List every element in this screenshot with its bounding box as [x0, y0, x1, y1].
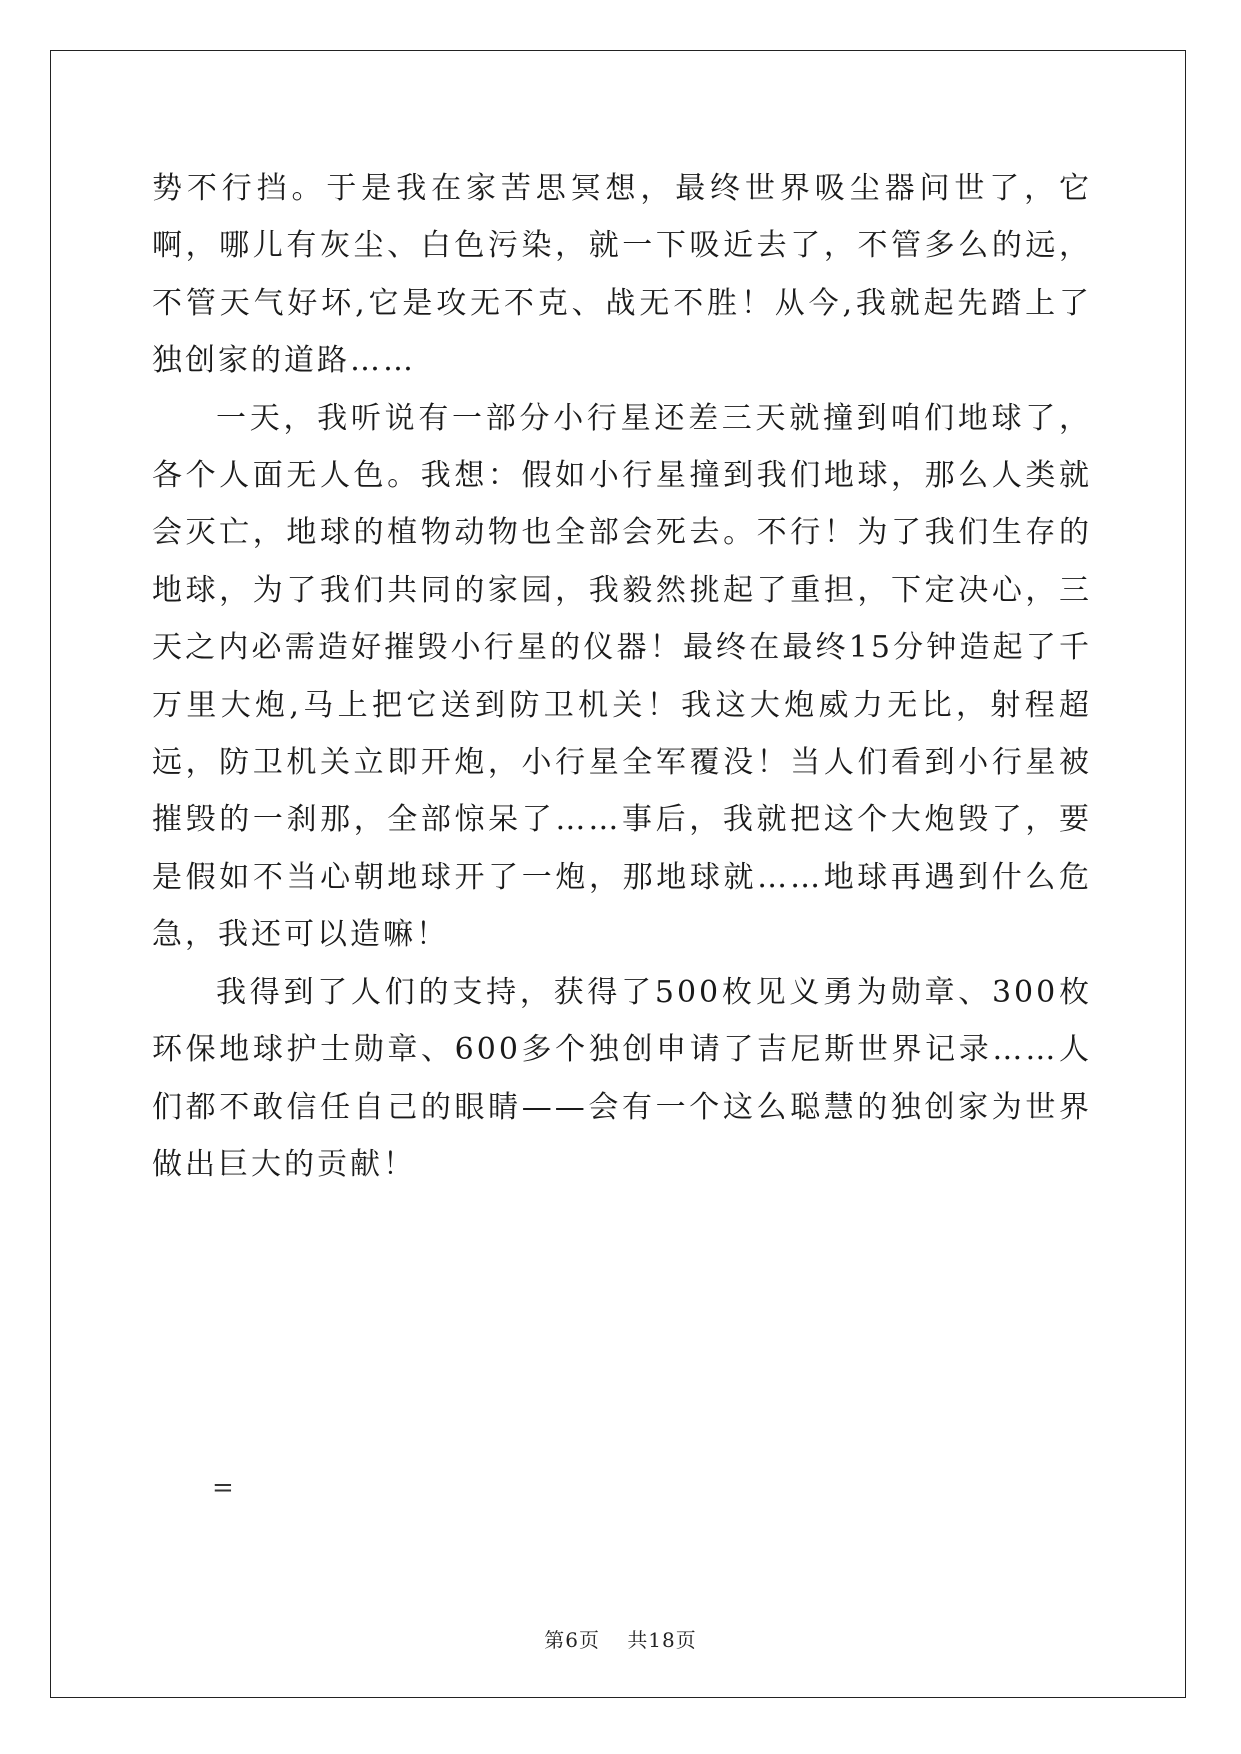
paragraph-2: 一天，我听说有一部分小行星还差三天就撞到咱们地球了，各个人面无人色。我想：假如小行星撞到我们地球，那么人类就会灭亡，地球的植物动物也全部会死去。不行！为了我们生存的地球，为了我们共同的家园，我毅然挑起了重担，下定决心，三天之内必需造好摧毁小行星的仪器！最终在最终15分钟造起了千万里大炮,马上把它送到防卫机关！我这大炮威力无比，射程超远，防卫机关立即开炮，小行星全军覆没！当人们看到小行星被摧毁的一刹那，全部惊呆了……事后，我就把这个大炮毁了，要是假如不当心朝地球开了一炮，那地球就……地球再遇到什么危急，我还可以造嘛！	[152, 400, 1092, 953]
page-footer	[0, 1628, 1241, 1652]
paragraph-3: 我得到了人们的支持，获得了500枚见义勇为勋章、300枚环保地球护士勋章、600多个独创申请了吉尼斯世界记录……人们都不敢信任自己的眼睛——会有一个这么聪慧的独创家为世界做出巨大的贡献！	[152, 974, 1092, 1182]
page-total: 共18页	[627, 1628, 697, 1652]
document-body	[152, 160, 1092, 1193]
section-marker: =	[212, 1473, 234, 1503]
page-number: 第6页	[544, 1628, 600, 1652]
paragraph-1: 势不行挡。于是我在家苦思冥想，最终世界吸尘器问世了，它啊，哪儿有灰尘、白色污染，就一下吸近去了，不管多么的远，不管天气好坏,它是攻无不克、战无不胜！从今,我就起先踏上了独创家的道路……	[152, 171, 1092, 379]
